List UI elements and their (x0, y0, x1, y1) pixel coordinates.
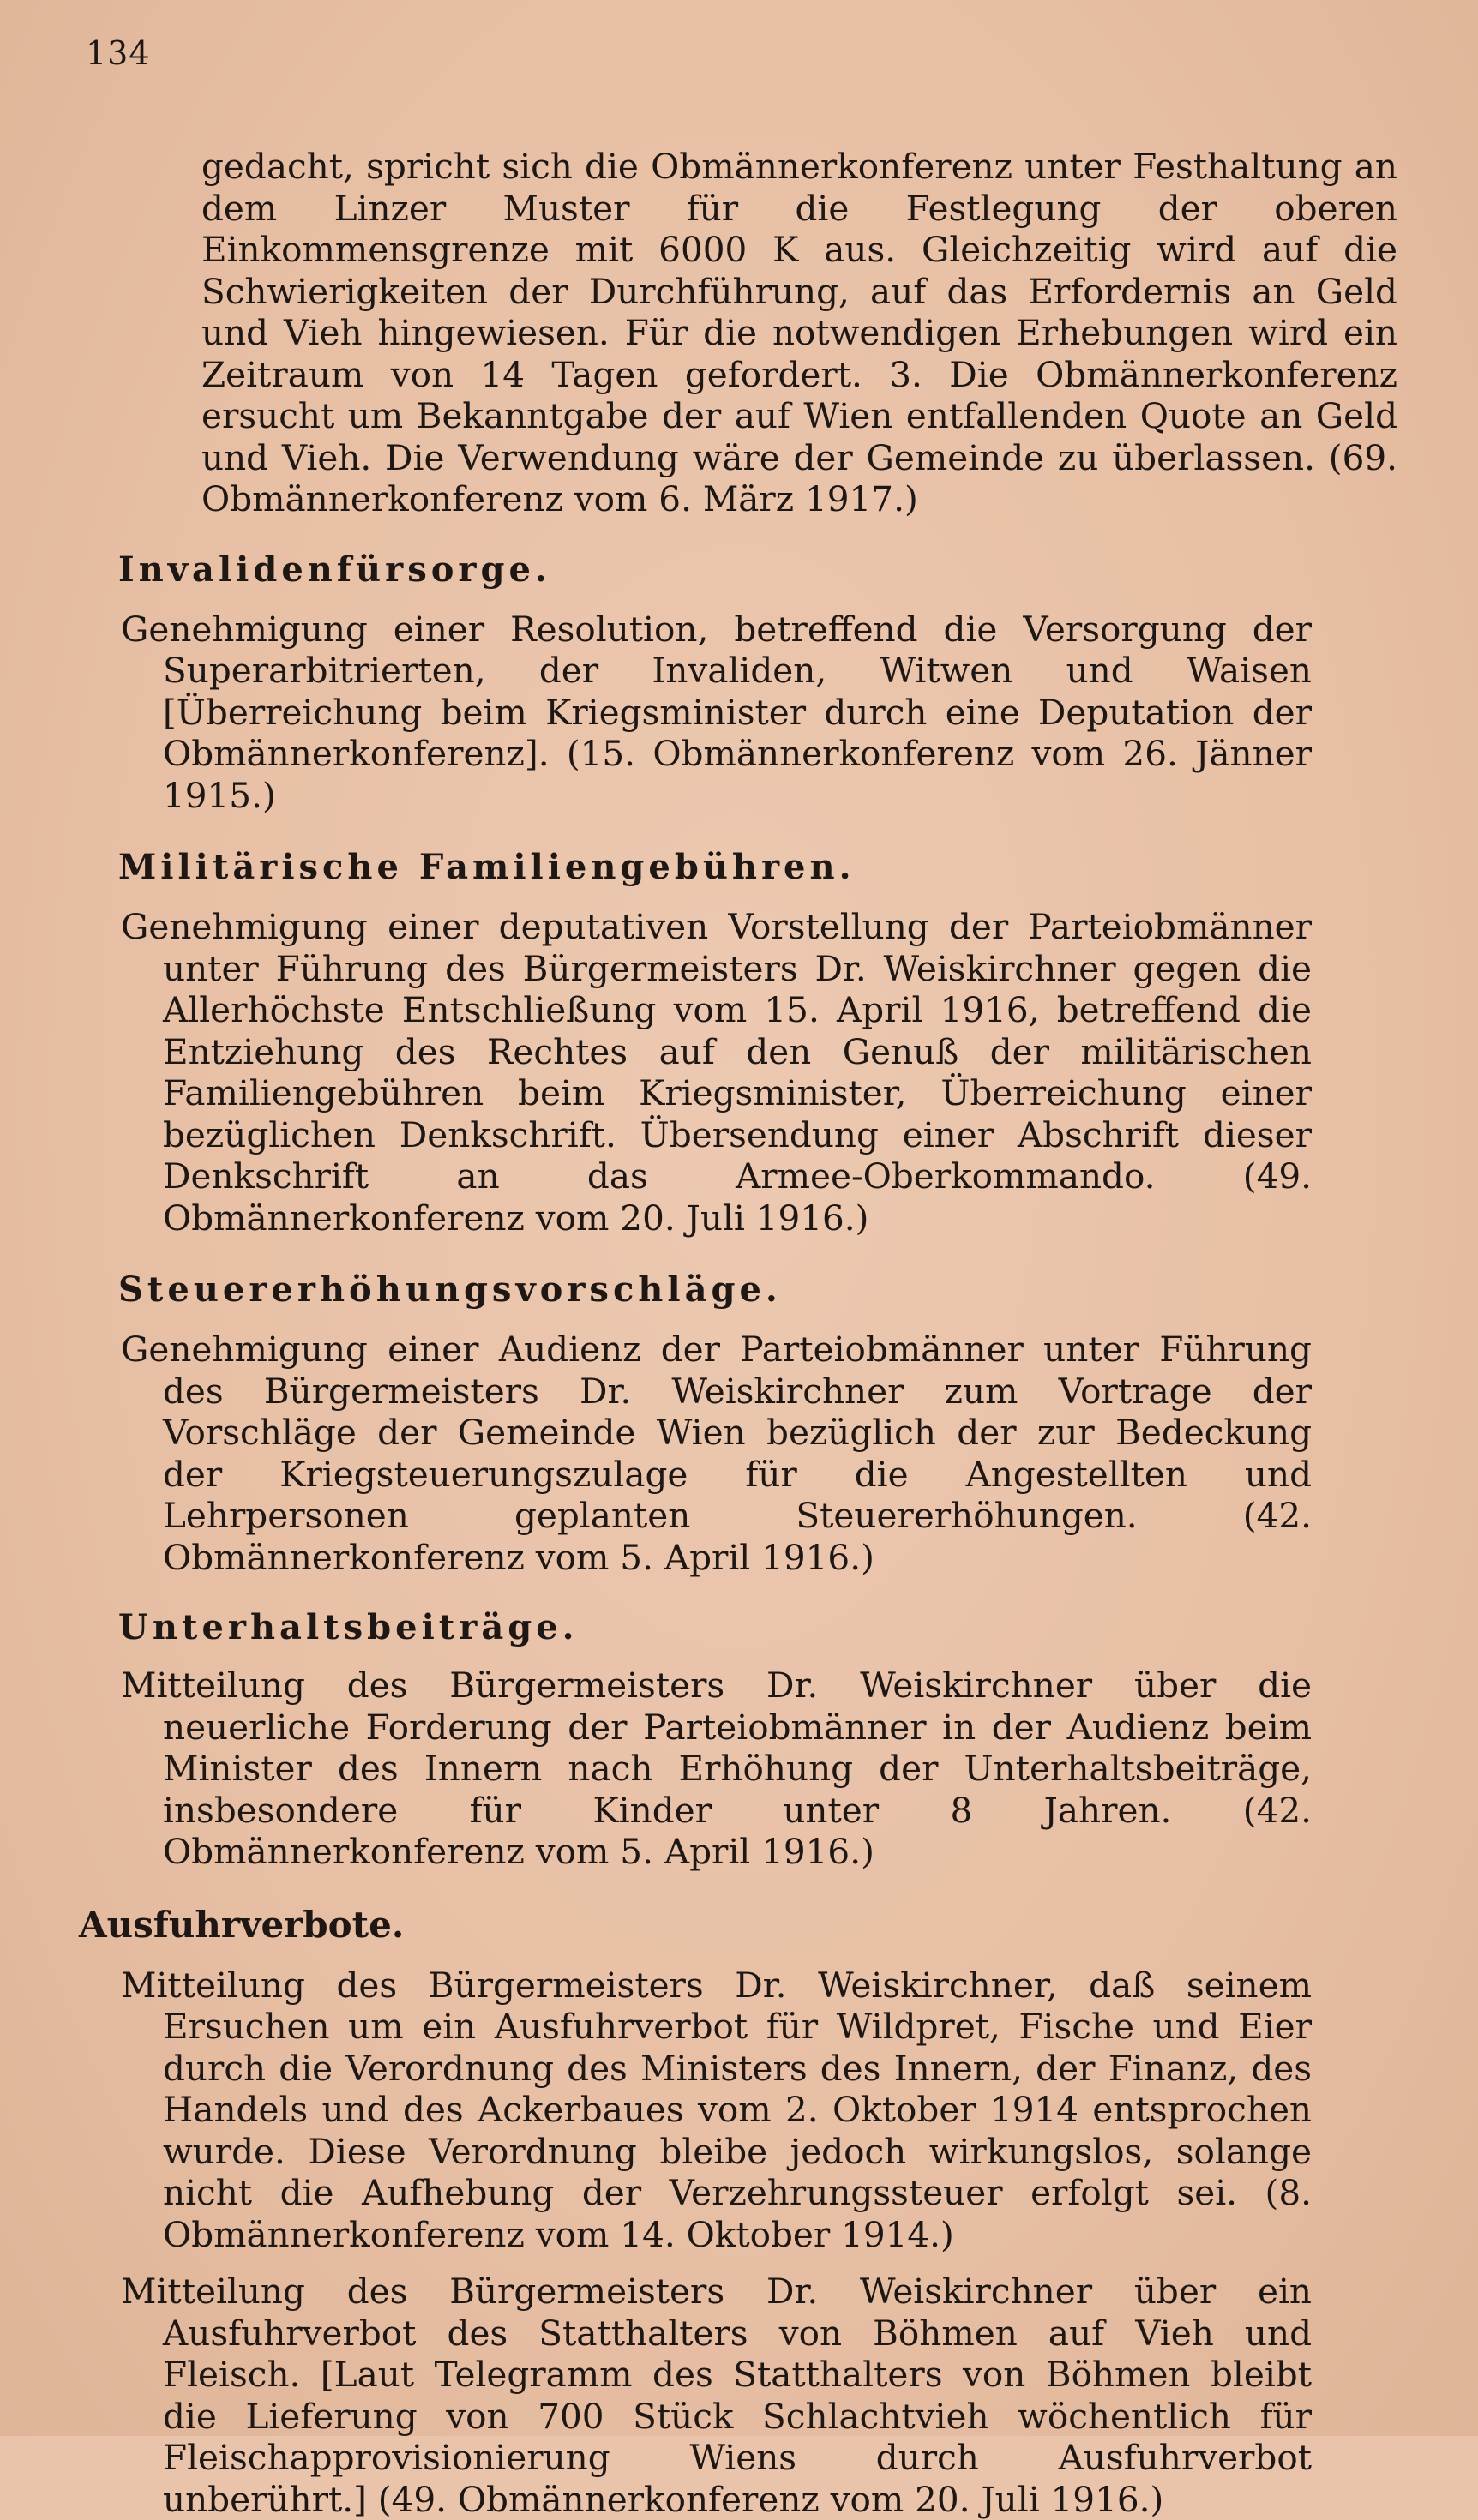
entry-spacer (79, 2255, 1322, 2271)
heading-unterhaltsbeitraege: Unterhaltsbeiträge. (118, 1607, 579, 1647)
intro-paragraph: gedacht, spricht sich die Obmännerkonferenz unter Festhaltung an dem Linzer Muster für die Festlegung der oberen Einkommensgrenze mit 6000 K aus. Gleichzeitig wird auf die Schwierigkeiten der Durchführung, auf das Erfordernis an Geld und Vieh hingewiesen. Für die notwendigen Erhebungen wird ein Zeitraum von 14 Tagen gefordert. 3. Die Obmännerkonferenz ersucht um Bekanntgabe der auf Wien entfallenden Quote an Geld und Vieh. Die Verwendung wäre der Gemeinde zu überlassen. (69. Obmännerkonferenz vom 6. März 1917.) (201, 146, 1397, 519)
page-number: 134 (86, 34, 151, 72)
entry-unterhaltsbeitraege: Mitteilung des Bürgermeisters Dr. Weiskirchner über die neuerliche Forderung der Parteiobmänner in der Audienz beim Minister des Innern nach Erhöhung der Unterhaltsbeiträge, insbesondere für Kinder unter 8 Jahren. (42. Obmännerkonferenz vom 5. April 1916.) (121, 1665, 1312, 1872)
heading-steuererhoehungsvorschlaege: Steuererhöhungsvorschläge. (118, 1269, 782, 1310)
entry-ausfuhrverbote-2: Mitteilung des Bürgermeisters Dr. Weiskirchner über ein Ausfuhrverbot des Statthalters von Böhmen auf Vieh und Fleisch. [Laut Telegramm des Statthalters von Böhmen bleibt die Lieferung von 700 Stück Schlachtvieh wöchentlich für Fleischapprovisionierung Wiens durch Ausfuhrverbot unberührt.] (49. Obmännerkonferenz vom 20. Juli 1916.) (121, 2271, 1312, 2520)
entry-invalidenfuersorge: Genehmigung einer Resolution, betreffend die Versorgung der Superarbitrierten, der Invaliden, Witwen und Waisen [Überreichung beim Kriegsminister durch eine Deputation der Obmännerkonferenz]. (15. Obmännerkonferenz vom 26. Jänner 1915.) (121, 608, 1312, 816)
entry-militaerische-familiengebuehren: Genehmigung einer deputativen Vorstellung der Parteiobmänner unter Führung des Bürgermeisters Dr. Weiskirchner gegen die Allerhöchste Entschließung vom 15. April 1916, betreffend die Entziehung des Rechtes auf den Genuß der militärischen Familiengebühren beim Kriegsminister, Überreichung einer bezüglichen Denkschrift. Übersendung einer Abschrift dieser Denkschrift an das Armee-Oberkommando. (49. Obmännerkonferenz vom 20. Juli 1916.) (121, 906, 1312, 1239)
page-content (79, 146, 1397, 2520)
heading-militaerische-familiengebuehren: Militärische Familiengebühren. (118, 847, 856, 887)
heading-ausfuhrverbote: Ausfuhrverbote. (79, 1903, 405, 1946)
heading-invalidenfuersorge: Invalidenfürsorge. (118, 549, 551, 590)
entry-ausfuhrverbote-1: Mitteilung des Bürgermeisters Dr. Weiskirchner, daß seinem Ersuchen um ein Ausfuhrverbot für Wildpret, Fische und Eier durch die Verordnung des Ministers des Innern, der Finanz, des Handels und des Ackerbaues vom 2. Oktober 1914 entsprochen wurde. Diese Verordnung bleibe jedoch wirkungslos, solange nicht die Aufhebung der Verzehrungssteuer erfolgt sei. (8. Obmännerkonferenz vom 14. Oktober 1914.) (121, 1964, 1312, 2255)
entry-steuererhoehungsvorschlaege: Genehmigung einer Audienz der Parteiobmänner unter Führung des Bürgermeisters Dr. Weiskirchner zum Vortrage der Vorschläge der Gemeinde Wien bezüglich der zur Bedeckung der Kriegsteuerungszulage für die Angestellten und Lehrpersonen geplanten Steuererhöhungen. (42. Obmännerkonferenz vom 5. April 1916.) (121, 1329, 1312, 1578)
